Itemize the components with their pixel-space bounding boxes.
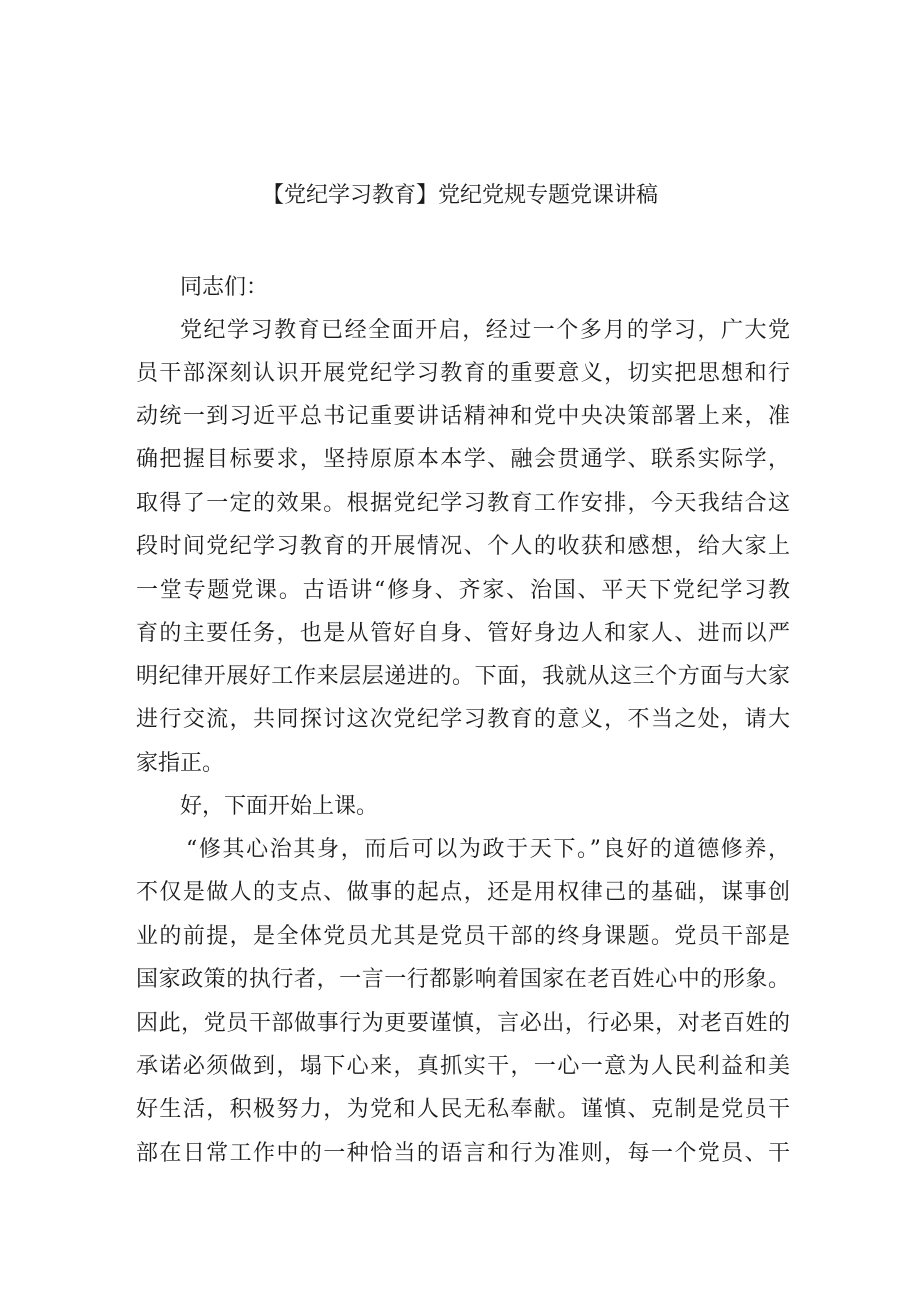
paragraph-1-line: 员干部深刻认识开展党纪学习教育的重要意义，切实把思想和行 bbox=[136, 361, 790, 386]
paragraph-3-line: 好生活，积极努力，为党和人民无私奉献。谨慎、克制是党员干 bbox=[136, 1097, 790, 1122]
salutation: 同志们： bbox=[180, 275, 269, 300]
paragraph-1-line: 一堂专题党课。古语讲“修身、齐家、治国、平天下党纪学习教 bbox=[136, 578, 790, 603]
paragraph-3-line: “修其心治其身，而后可以为政于天下。”良好的道德修养， bbox=[186, 837, 790, 862]
paragraph-1-line: 育的主要任务，也是从管好自身、管好身边人和家人、进而以严 bbox=[136, 621, 790, 646]
document-title: 【党纪学习教育】党纪党规专题党课讲稿 bbox=[261, 183, 658, 208]
paragraph-1-line: 明纪律开展好工作来层层递进的。下面，我就从这三个方面与大家 bbox=[136, 664, 790, 689]
paragraph-3-line: 不仅是做人的支点、做事的起点，还是用权律己的基础，谋事创 bbox=[136, 880, 790, 905]
paragraph-3-line: 国家政策的执行者，一言一行都影响着国家在老百姓心中的形象。 bbox=[136, 967, 790, 992]
paragraph-3-line: 因此，党员干部做事行为更要谨慎，言必出，行必果，对老百姓的 bbox=[136, 1011, 790, 1036]
paragraph-3-line: 业的前提，是全体党员尤其是党员干部的终身课题。党员干部是 bbox=[136, 924, 790, 949]
paragraph-1-line: 段时间党纪学习教育的开展情况、个人的收获和感想，给大家上 bbox=[136, 534, 790, 559]
paragraph-2: 好，下面开始上课。 bbox=[180, 794, 379, 819]
paragraph-3-line: 承诺必须做到，塌下心来，真抓实干，一心一意为人民利益和美 bbox=[136, 1054, 790, 1079]
paragraph-1-line: 党纪学习教育已经全面开启，经过一个多月的学习，广大党 bbox=[180, 318, 790, 343]
paragraph-1-line: 家指正。 bbox=[136, 751, 225, 776]
paragraph-1-line: 取得了一定的效果。根据党纪学习教育工作安排，今天我结合这 bbox=[136, 491, 790, 516]
paragraph-3-line: 部在日常工作中的一种恰当的语言和行为准则，每一个党员、干 bbox=[136, 1141, 790, 1166]
paragraph-1-line: 确把握目标要求，坚持原原本本学、融会贯通学、联系实际学， bbox=[136, 447, 790, 472]
paragraph-1-line: 进行交流，共同探讨这次党纪学习教育的意义，不当之处，请大 bbox=[136, 707, 790, 732]
paragraph-1-line: 动统一到习近平总书记重要讲话精神和党中央决策部署上来，准 bbox=[136, 404, 790, 429]
